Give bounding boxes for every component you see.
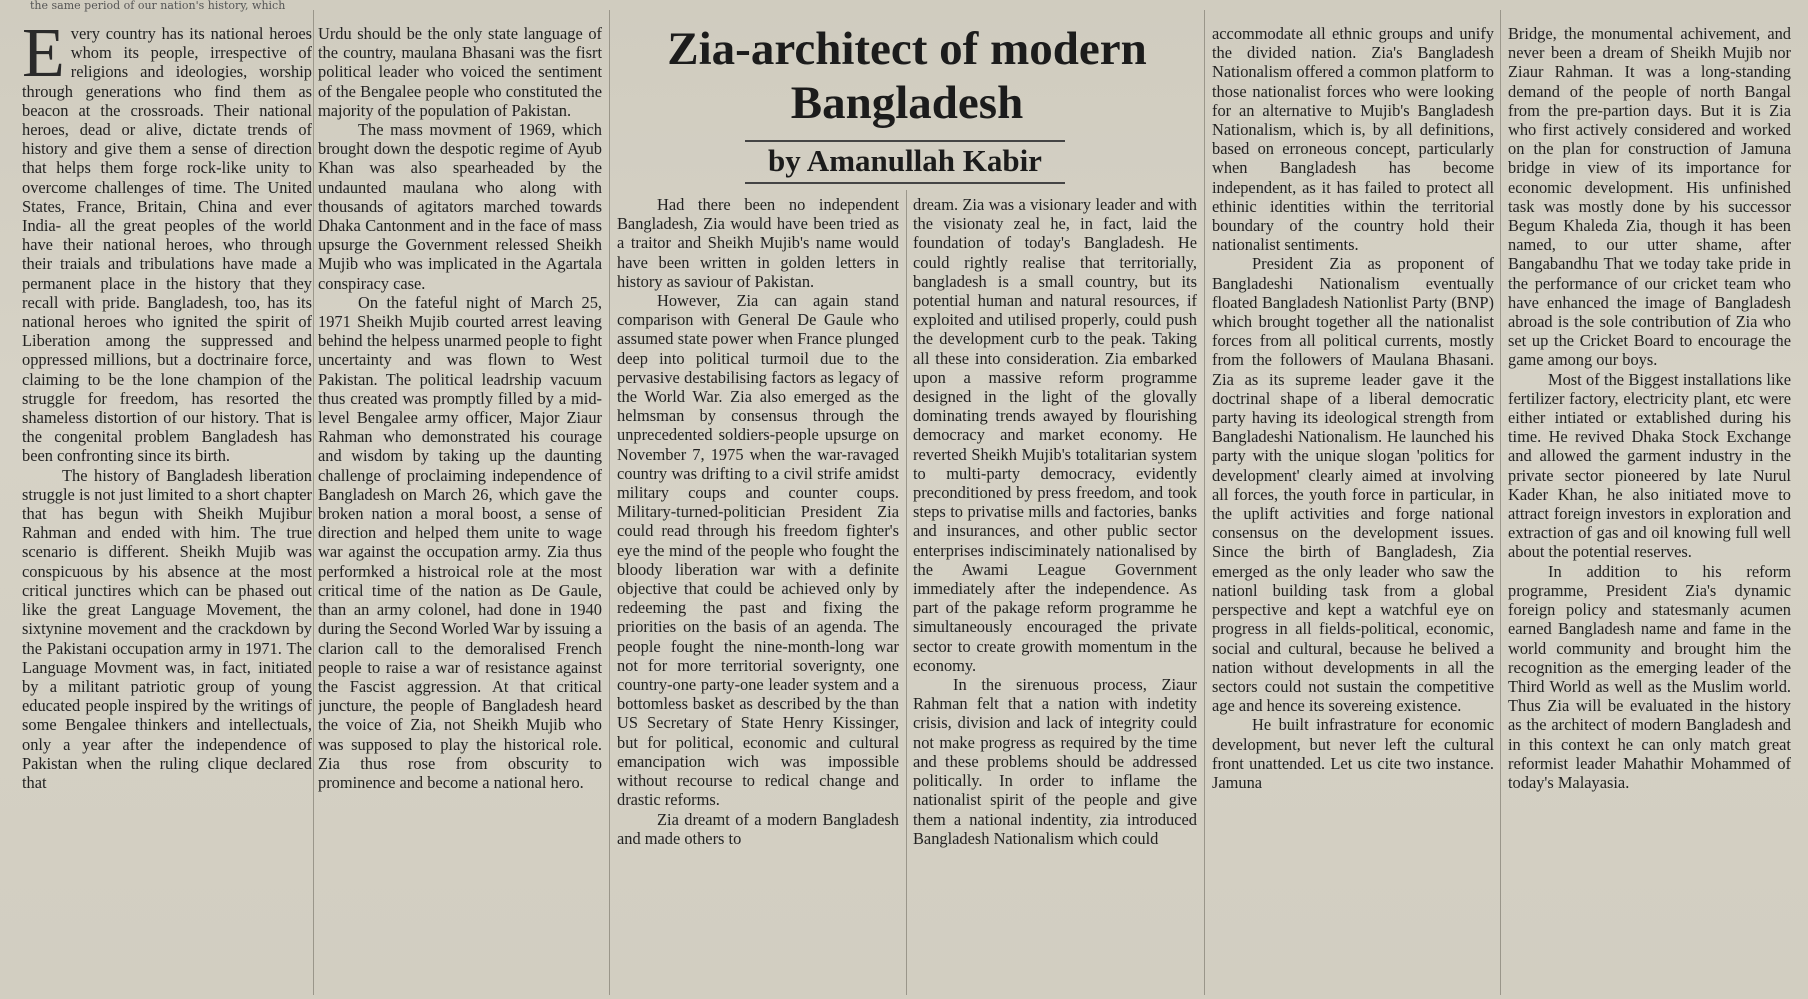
column-3-paragraph-2: However, Zia can again stand comparison with General De Gaule who assumed state power when France plunged deep into political turmoil due to the pervasive destabilising factors as legacy of the World War. Zia also emerged as the helmsman by consensus through the unprecedented soldiers-people upsurge on November 7, 1975 when the war-ravaged country was drifting to a civil strife amidst military coups and counter coups. Military-turned-politician President Zia could read through his freedom fighter's eye the mind of the people who fought the bloody liberation war with a definite objective that could be achieved only by redeeming the past and fixing the priorities on the basis of an agenda. The people fought the nine-month-long war not for more territorial soverignty, one country-one party-one leader system and a bottomless basket as described by the than US Secretary of State Henry Kissinger, but for political, economic and cultural emancipation wich was impossible without recourse to redical change and drastic reforms.	[617, 291, 899, 810]
top-strip-text: the same period of our nation's history, which	[30, 0, 286, 12]
article-headline: Zia-architect of modern Bangladesh	[667, 23, 1147, 129]
article-column-2	[318, 24, 602, 984]
column-6-paragraph-2: Most of the Biggest installations like fertilizer factory, electricity plant, etc were either intiated or extablished during his time. He revived Dhaka Stock Exchange and allowed the garment industry in the private sector pioneered by late Nurul Kader Khan, he also initiated move to attract foreign investors in exploration and extraction of gas and oil knowing full well about the potential reserves.	[1508, 369, 1791, 562]
column-1-paragraph-1: Every country has its national heroes whom its people, irrespective of religions and ideologies, worship through generations who find them as beacon at the crossroads. Their national heroes, dead or alive, dictate trends of history and give them a sense of direction that helps them forge rock-like unity to overcome challenges of time. The United States, France, Britain, China and ever India- all the great peoples of the world have their national heroes, who through their traials and tribulations have made a permanent place in the history that they recall with pride. Bangladesh, too, has its national heroes who ignited the spirit of Liberation among the suppressed and oppressed millions, but a doctrinaire force, claiming to be the lone champion of the struggle for freedom, has resorted the shameless distortion of our history. That is the congenital problem Bangladesh has been confronting since its birth.	[22, 24, 312, 466]
column-3-paragraph-1: Had there been no independent Bangladesh, Zia would have been tried as a traitor and Sheikh Mujib's name would have been written in golden letters in history as saviour of Pakistan.	[617, 195, 899, 291]
column-6-paragraph-1: Bridge, the monumental achivement, and never been a dream of Sheikh Mujib nor Ziaur Rahman. It was a long-standing demand of the people of north Bangal from the pre-partion days. But it is Zia who first actively considered and worked on the plan for construction of Jamuna bridge in view of its importance for economic development. His unfinished task was mostly done by his successor Begum Khaleda Zia, though it has been named, to our utter shame, after Bangabandhu That we today take pride in the performance of our cricket team who have enhanced the image of Bangladesh abroad is the sole contribution of Zia who set up the Cricket Board to encourage the game among our boys.	[1508, 24, 1791, 370]
drop-cap: E	[22, 24, 65, 92]
column-divider	[1204, 10, 1205, 995]
column-divider	[906, 190, 907, 995]
column-5-paragraph-1: accommodate all ethnic groups and unify the divided nation. Zia's Bangladesh Nationalism offered a common platform to those nationalist forces who were looking for an alternative to Mujib's Bangladesh Nationalism, which is, by all definitions, based on erroneous concept, particularly when Bangladesh has become independent, as it has failed to protect all ethinic identities within the territorial boundary of the country hold their nationalist sentiments.	[1212, 24, 1494, 255]
article-column-4	[913, 195, 1197, 985]
column-4-paragraph-1: dream. Zia was a visionary leader and with the visionaty zeal he, in fact, laid the foundation of today's Bangladesh. He could rightly realise that territorially, bangladesh is a small country, but its potential human and natural resources, if exploited and utilised properly, could push the development curb to the peak. Taking all these into consideration. Zia embarked upon a massive reform programme designed in the light of the glovally dominating trends awayed by flourishing democracy and market economy. He reverted Sheikh Mujib's totalitarian system to multi-party democracy, evidently preconditioned by press freedom, and took steps to privatise mills and factories, banks and insurances, and other public sector enterprises indisciminately nationalised by the Awami League Government immediately after the independence. As part of the pakage reform programme he simultaneously encouraged the private sector to create growith momentum in the economy.	[913, 195, 1197, 675]
article-byline: by Amanullah Kabir	[768, 143, 1042, 178]
column-divider	[313, 10, 314, 995]
byline-rule-top	[745, 140, 1065, 142]
column-6-paragraph-3: In addition to his reform programme, President Zia's dynamic foreign policy and statesmanly acumen earned Bangladesh name and fame in the world community and brought him the recognition as the emerging leader of the Third World as well as the Muslim world. Thus Zia will be evaluated in the history as the architect of modern Bangladesh and in this context he can only match great reformist leader Mahathir Mohammed of today's Malayasia.	[1508, 561, 1791, 792]
article-column-3	[617, 195, 899, 985]
column-5-paragraph-2: President Zia as proponent of Bangladeshi Nationalism eventually floated Bangladesh Nationlist Party (BNP) which brought together all the nationalist forces from all political currents, mostly from the followers of Maulana Bhasani. Zia as its supreme leader gave it the doctrinal shape of a liberal democratic party having its ideological strength from Bangladeshi Nationalism. He launched his party with the unique slogan 'politics for development' clearly aimed at involving all forces, the youth force in particular, in the uplift activities and forge national consensus on the development issues. Since the birth of Bangladesh, Zia emerged as the only leader who saw the nationl building task from a global perspective and kept a watchful eye on progress in all fields-political, economic, social and cultural, because he belived a nation without developments in all the sectors could not sustain the competitive age and hence its sovereing existence.	[1212, 254, 1494, 716]
byline-rule-bottom	[745, 182, 1065, 184]
article-column-5	[1212, 24, 1494, 984]
column-5-paragraph-3: He built infrastrature for economic development, but never left the cultural front unattended. Let us cite two instance. Jamuna	[1212, 715, 1494, 792]
column-2-paragraph-3: On the fateful night of March 25, 1971 Sheikh Mujib courted arrest leaving behind the helpess unarmed people to fight uncertainty and was flown to West Pakistan. The political leadrship vacuum thus created was promptly filled by a mid-level Bengalee army officer, Major Ziaur Rahman who demonstrated his courage and wisdom by taking up the daunting challenge of proclaiming independence of Bangladesh on March 26, which gave the broken nation a moral boost, a sense of direction and helped them unite to wage war against the occupation army. Zia thus performked a histroical role at the most critical time of the nation as De Gaule, than an army colonel, had done in 1940 during the Second Worled War by issuing a clarion call to the demoralised French people to raise a war of resistance against the Fascist aggression. At that critical juncture, the people of Bangladesh heard the voice of Zia, not Sheikh Mujib who was supposed to play the historical role. Zia thus rose from obscurity to prominence and become a national hero.	[318, 292, 602, 792]
column-1-paragraph-2: The history of Bangladesh liberation struggle is not just limited to a short chapter that has begun with Sheikh Mujibur Rahman and ended with him. The true scenario is different. Sheikh Mujib was conspicuous by his absence at the most critical junctires which can be phased out like the great Language Movement, the sixtynine movement and the crackdown by the Pakistani occupation army in 1971. The Language Movment was, in fact, initiated by a militant patriotic group of young educated people inspired by the writings of some Bengalee thinkers and intellectuals, only a year after the independence of Pakistan when the ruling clique declared that	[22, 465, 312, 792]
column-3-paragraph-3: Zia dreamt of a modern Bangladesh and made others to	[617, 809, 899, 848]
article-column-1	[22, 24, 312, 984]
column-divider	[609, 10, 610, 995]
article-column-6	[1508, 24, 1791, 984]
column-divider	[1500, 10, 1501, 995]
column-2-paragraph-1: Urdu should be the only state language of the country, maulana Bhasani was the fisrt political leader who voiced the sentiment of the Bengalee people who constituted the majority of the population of Pakistan.	[318, 24, 602, 120]
column-4-paragraph-2: In the sirenuous process, Ziaur Rahman felt that a nation with indetity crisis, division and lack of integrity could not make progress as required by the time and these problems should be addressed politically. In order to inflame the nationalist spirit of the people and give them a national indentity, zia introduced Bangladesh Nationalism which could	[913, 675, 1197, 848]
column-2-paragraph-2: The mass movment of 1969, which brought down the despotic regime of Ayub Khan was also spearheaded by the undaunted maulana who along with thousands of agitators marched towards Dhaka Cantonment and in the face of mass upsurge the Government relessed Sheikh Mujib who was implicated in the Agartala conspiracy case.	[318, 120, 602, 293]
